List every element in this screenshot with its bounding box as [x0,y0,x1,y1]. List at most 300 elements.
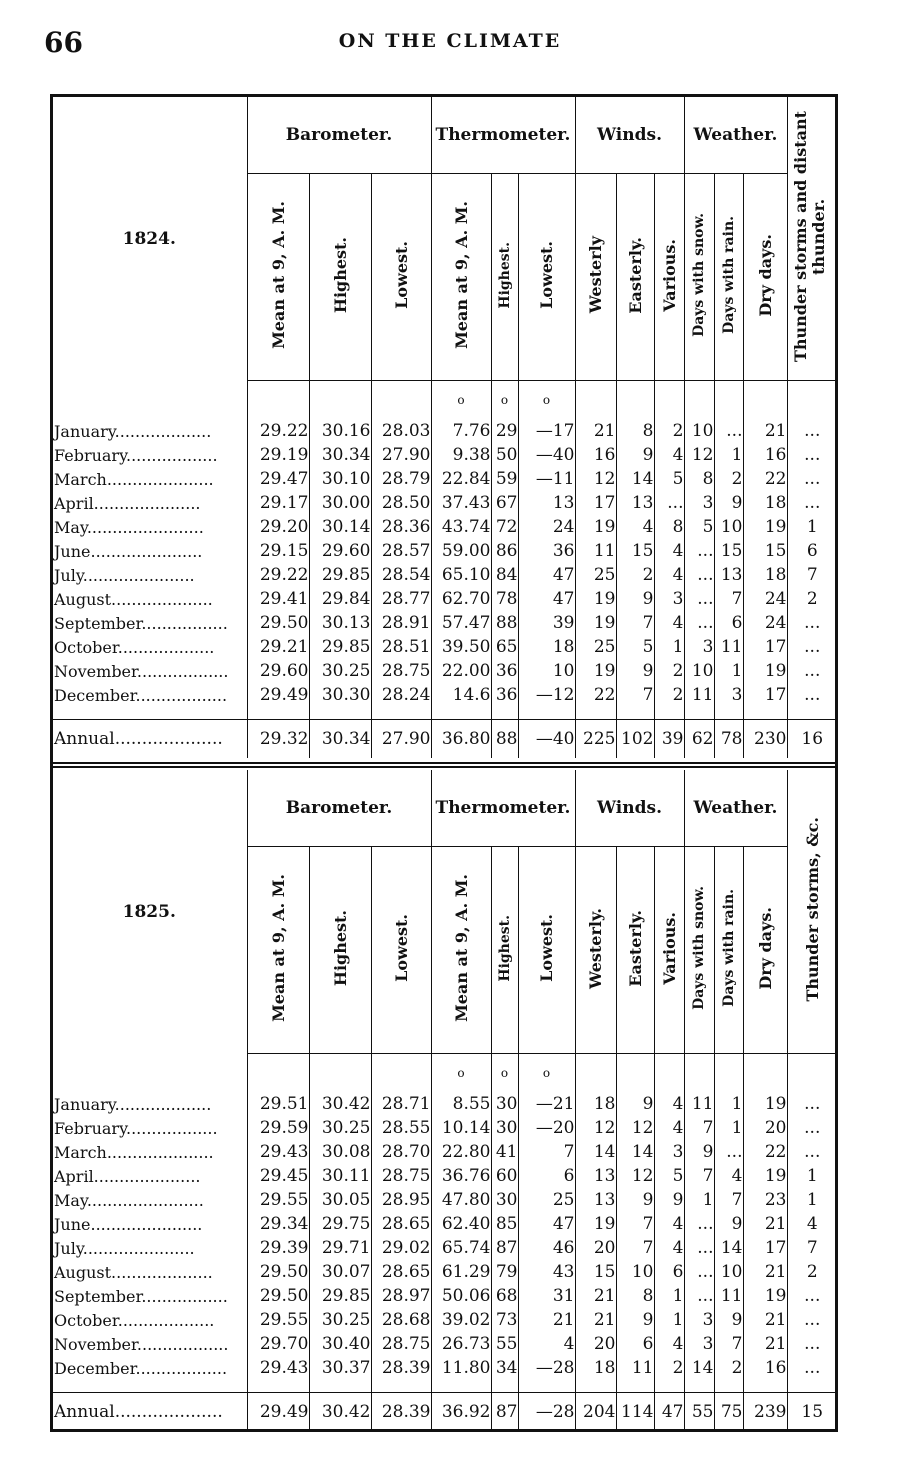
baro-highest-cell: 30.37 [309,1356,371,1380]
dry-days-cell: 16 [743,1356,787,1380]
baro-highest-cell: 30.13 [309,611,371,635]
easterly-cell: 9 [616,587,654,611]
thermo-mean-cell: 65.10 [431,563,491,587]
dry-days-cell: 18 [743,491,787,515]
baro-mean-cell: 29.47 [247,467,309,491]
days-rain-cell: 9 [714,1308,743,1332]
baro-lowest-cell: 28.51 [371,635,431,659]
weather-header: Weather. [684,97,787,174]
various-cell: ... [654,491,684,515]
westerly-cell: 16 [575,443,616,467]
baro-highest-cell: 29.85 [309,563,371,587]
baro-highest-cell: 30.25 [309,1308,371,1332]
annual-thunder-cell: 15 [787,1393,837,1432]
thermo-lowest-cell: 21 [518,1308,575,1332]
thunder-cell: ... [787,683,837,707]
easterly-cell: 9 [616,659,654,683]
various-cell: 2 [654,659,684,683]
annual-baro-highest-cell: 30.42 [309,1393,371,1432]
various-cell: 1 [654,1284,684,1308]
barometer-header: Barometer. [247,97,431,174]
baro-highest-cell: 29.85 [309,1284,371,1308]
table-row [52,419,837,443]
baro-lowest-cell: 28.77 [371,587,431,611]
weather-header: Weather. [684,770,787,847]
baro-highest-cell: 29.85 [309,635,371,659]
westerly-cell: 25 [575,635,616,659]
days-snow-cell: 10 [684,419,714,443]
days-rain-cell: 1 [714,1116,743,1140]
thermo-highest-cell: 50 [491,443,518,467]
thermo-mean-cell: 14.6 [431,683,491,707]
thermo-lowest-cell: 43 [518,1260,575,1284]
thermo-mean-cell: 61.29 [431,1260,491,1284]
thermo-lowest-cell: 47 [518,1212,575,1236]
annual-westerly-cell: 225 [575,720,616,759]
winds-header: Winds. [575,770,684,847]
month-cell: December.................. [54,685,228,705]
days-snow-cell: 14 [684,1356,714,1380]
days-rain-cell: 4 [714,1164,743,1188]
westerly-cell: 21 [575,1308,616,1332]
dry-days-header: Dry days. [743,847,787,1054]
westerly-cell: 12 [575,467,616,491]
baro-highest-cell: 30.00 [309,491,371,515]
thermo-highest-cell: 65 [491,635,518,659]
various-cell: 5 [654,467,684,491]
easterly-cell: 9 [616,1308,654,1332]
thunder-cell: ... [787,1356,837,1380]
month-cell: October................... [54,637,215,657]
westerly-cell: 19 [575,1212,616,1236]
thunder-cell: ... [787,467,837,491]
thunder-cell: 6 [787,539,837,563]
table-row [52,659,837,683]
baro-lowest-cell: 28.75 [371,659,431,683]
month-cell: August.................... [54,1262,213,1282]
annual-row [52,720,837,759]
westerly-cell: 14 [575,1140,616,1164]
easterly-cell: 10 [616,1260,654,1284]
easterly-cell: 6 [616,1332,654,1356]
baro-highest-cell: 29.60 [309,539,371,563]
thunder-cell: ... [787,1308,837,1332]
baro-highest-cell: 29.71 [309,1236,371,1260]
climate-table-1824 [52,97,837,758]
thermometer-header: Thermometer. [431,770,575,847]
baro-lowest-cell: 28.71 [371,1092,431,1116]
table-row [52,1140,837,1164]
thunder-cell: 2 [787,587,837,611]
various-cell: 4 [654,443,684,467]
baro-highest-cell: 30.07 [309,1260,371,1284]
month-cell: April..................... [54,1166,201,1186]
dry-days-cell: 19 [743,515,787,539]
baro-mean-cell: 29.34 [247,1212,309,1236]
days-snow-cell: 7 [684,1116,714,1140]
baro-mean-cell: 29.43 [247,1140,309,1164]
baro-lowest-cell: 28.50 [371,491,431,515]
baro-lowest-cell: 28.95 [371,1188,431,1212]
annual-thermo-lowest-cell: —28 [518,1393,575,1432]
thermo-highest-cell: 72 [491,515,518,539]
baro-lowest-cell: 28.39 [371,1356,431,1380]
section-divider [50,762,838,768]
thermo-lowest-cell: 46 [518,1236,575,1260]
annual-baro-lowest-cell: 27.90 [371,720,431,759]
thermo-mean-cell: 22.00 [431,659,491,683]
easterly-cell: 9 [616,443,654,467]
thunder-cell: ... [787,1092,837,1116]
table-row [52,1212,837,1236]
baro-mean-cell: 29.59 [247,1116,309,1140]
westerly-cell: 18 [575,1356,616,1380]
dry-days-cell: 24 [743,611,787,635]
thermo-lowest-cell: —21 [518,1092,575,1116]
thermo-lowest-cell: 47 [518,563,575,587]
days-rain-cell: 7 [714,1332,743,1356]
days-rain-cell: 10 [714,515,743,539]
thermo-highest-cell: 88 [491,611,518,635]
thermo-lowest-cell: 13 [518,491,575,515]
thunder-cell: 1 [787,515,837,539]
dry-days-cell: 22 [743,1140,787,1164]
month-cell: March..................... [54,1142,214,1162]
winds-easterly-header: Easterly. [616,847,654,1054]
thermo-highest-cell: 87 [491,1236,518,1260]
baro-highest-header: Highest. [309,174,371,381]
baro-highest-cell: 30.30 [309,683,371,707]
winds-various-header: Various. [654,174,684,381]
baro-mean-cell: 29.22 [247,419,309,443]
dry-days-cell: 18 [743,563,787,587]
table-row [52,443,837,467]
days-snow-cell: 11 [684,1092,714,1116]
westerly-cell: 11 [575,539,616,563]
baro-mean-cell: 29.15 [247,539,309,563]
easterly-cell: 14 [616,1140,654,1164]
days-rain-cell: ... [714,1140,743,1164]
climate-table-1825 [52,770,837,1431]
days-rain-cell: 11 [714,1284,743,1308]
days-snow-cell: 7 [684,1164,714,1188]
thunder-cell: ... [787,419,837,443]
degree-mark: o [491,381,518,408]
thermo-highest-cell: 86 [491,539,518,563]
annual-days-snow-cell: 55 [684,1393,714,1432]
thermo-highest-header: Highest. [491,174,518,381]
table-row [52,1356,837,1380]
various-cell: 1 [654,635,684,659]
easterly-cell: 13 [616,491,654,515]
degree-mark: o [431,381,491,408]
dry-days-cell: 21 [743,1212,787,1236]
annual-thermo-highest-cell: 88 [491,720,518,759]
thunder-cell: 7 [787,563,837,587]
baro-highest-cell: 30.42 [309,1092,371,1116]
thunder-cell: ... [787,611,837,635]
dry-days-cell: 23 [743,1188,787,1212]
baro-mean-cell: 29.43 [247,1356,309,1380]
baro-mean-cell: 29.50 [247,1260,309,1284]
days-snow-cell: ... [684,587,714,611]
annual-baro-mean-cell: 29.49 [247,1393,309,1432]
thermo-mean-cell: 39.02 [431,1308,491,1332]
thermo-lowest-cell: 31 [518,1284,575,1308]
thermo-mean-cell: 47.80 [431,1188,491,1212]
days-snow-cell: ... [684,1236,714,1260]
baro-highest-cell: 29.84 [309,587,371,611]
baro-lowest-cell: 28.70 [371,1140,431,1164]
thermo-lowest-cell: —28 [518,1356,575,1380]
baro-lowest-cell: 29.02 [371,1236,431,1260]
days-snow-cell: 11 [684,683,714,707]
westerly-cell: 21 [575,419,616,443]
dry-days-cell: 20 [743,1116,787,1140]
days-snow-cell: ... [684,1212,714,1236]
days-rain-cell: 2 [714,1356,743,1380]
table-row [52,1308,837,1332]
thermo-lowest-cell: —12 [518,683,575,707]
thermo-lowest-cell: 10 [518,659,575,683]
easterly-cell: 2 [616,563,654,587]
various-cell: 4 [654,539,684,563]
month-cell: July...................... [54,1238,195,1258]
baro-mean-cell: 29.20 [247,515,309,539]
dry-days-cell: 19 [743,1164,787,1188]
thermo-lowest-cell: —40 [518,443,575,467]
table-row [52,1164,837,1188]
month-cell: May....................... [54,517,204,537]
dry-days-cell: 19 [743,1092,787,1116]
days-rain-cell: 9 [714,491,743,515]
thermo-lowest-cell: —11 [518,467,575,491]
thermo-lowest-header: Lowest. [518,847,575,1054]
days-rain-cell: ... [714,419,743,443]
thunder-header: Thunder storms and distant thunder. [787,97,837,381]
baro-highest-cell: 30.05 [309,1188,371,1212]
days-snow-cell: ... [684,563,714,587]
westerly-cell: 13 [575,1188,616,1212]
thermo-mean-cell: 22.80 [431,1140,491,1164]
baro-highest-cell: 30.14 [309,515,371,539]
thunder-cell: ... [787,635,837,659]
days-snow-cell: 8 [684,467,714,491]
thunder-cell: 4 [787,1212,837,1236]
baro-lowest-cell: 28.65 [371,1260,431,1284]
annual-days-snow-cell: 62 [684,720,714,759]
various-cell: 4 [654,1212,684,1236]
annual-various-cell: 39 [654,720,684,759]
baro-mean-cell: 29.49 [247,683,309,707]
thunder-header: Thunder storms, &c. [787,770,837,1054]
easterly-cell: 9 [616,1092,654,1116]
thermo-mean-cell: 62.40 [431,1212,491,1236]
thermo-lowest-cell: 6 [518,1164,575,1188]
various-cell: 1 [654,1308,684,1332]
baro-highest-cell: 30.16 [309,419,371,443]
days-rain-cell: 2 [714,467,743,491]
month-cell: September................. [54,1286,228,1306]
thermo-mean-cell: 7.76 [431,419,491,443]
running-head: ON THE CLIMATE [338,30,562,52]
degree-mark: o [431,1054,491,1081]
annual-thermo-highest-cell: 87 [491,1393,518,1432]
thermo-mean-cell: 65.74 [431,1236,491,1260]
thunder-cell: ... [787,1332,837,1356]
year-label: 1824. [122,228,176,249]
thermo-mean-cell: 9.38 [431,443,491,467]
easterly-cell: 7 [616,1212,654,1236]
easterly-cell: 8 [616,419,654,443]
easterly-cell: 12 [616,1116,654,1140]
westerly-cell: 20 [575,1332,616,1356]
easterly-cell: 7 [616,611,654,635]
baro-highest-header: Highest. [309,847,371,1054]
days-rain-cell: 11 [714,635,743,659]
baro-lowest-cell: 28.36 [371,515,431,539]
days-rain-cell: 1 [714,443,743,467]
easterly-cell: 14 [616,467,654,491]
baro-mean-cell: 29.55 [247,1188,309,1212]
baro-mean-cell: 29.50 [247,611,309,635]
thermo-lowest-cell: —20 [518,1116,575,1140]
annual-baro-highest-cell: 30.34 [309,720,371,759]
thermo-lowest-cell: 39 [518,611,575,635]
baro-lowest-cell: 28.75 [371,1164,431,1188]
thermo-highest-cell: 60 [491,1164,518,1188]
degree-mark: o [491,1054,518,1081]
dry-days-cell: 15 [743,539,787,563]
annual-baro-lowest-cell: 28.39 [371,1393,431,1432]
days-rain-cell: 9 [714,1212,743,1236]
dry-days-header: Dry days. [743,174,787,381]
westerly-cell: 22 [575,683,616,707]
easterly-cell: 11 [616,1356,654,1380]
various-cell: 2 [654,683,684,707]
thermo-lowest-cell: 36 [518,539,575,563]
month-cell: September................. [54,613,228,633]
various-cell: 4 [654,563,684,587]
month-cell: February.................. [54,1118,218,1138]
month-cell: February.................. [54,445,218,465]
thermo-highest-cell: 67 [491,491,518,515]
winds-westerly-header: Westerly [575,174,616,381]
table-row [52,491,837,515]
thermo-highest-cell: 68 [491,1284,518,1308]
baro-mean-cell: 29.39 [247,1236,309,1260]
annual-easterly-cell: 102 [616,720,654,759]
month-cell: April..................... [54,493,201,513]
table-row [52,539,837,563]
annual-baro-mean-cell: 29.32 [247,720,309,759]
easterly-cell: 4 [616,515,654,539]
thunder-cell: 1 [787,1164,837,1188]
days-snow-cell: 10 [684,659,714,683]
thermo-lowest-header: Lowest. [518,174,575,381]
thermo-mean-cell: 39.50 [431,635,491,659]
annual-thermo-mean-cell: 36.92 [431,1393,491,1432]
days-rain-cell: 1 [714,659,743,683]
winds-westerly-header: Westerly. [575,847,616,1054]
table-row [52,1332,837,1356]
month-cell: August.................... [54,589,213,609]
month-cell: December.................. [54,1358,228,1378]
thermo-mean-cell: 8.55 [431,1092,491,1116]
various-cell: 9 [654,1188,684,1212]
annual-month-cell: Annual.................... [52,1393,247,1432]
degree-mark: o [518,381,575,408]
month-cell: November.................. [54,661,229,681]
thermo-mean-cell: 26.73 [431,1332,491,1356]
thunder-cell: 1 [787,1188,837,1212]
days-snow-cell: ... [684,539,714,563]
annual-thermo-mean-cell: 36.80 [431,720,491,759]
baro-highest-cell: 30.25 [309,1116,371,1140]
dry-days-cell: 24 [743,587,787,611]
thermo-mean-cell: 37.43 [431,491,491,515]
days-rain-header: Days with rain. [714,174,743,381]
thunder-cell: ... [787,443,837,467]
thermo-highest-cell: 84 [491,563,518,587]
days-rain-cell: 15 [714,539,743,563]
dry-days-cell: 17 [743,1236,787,1260]
month-cell: January................... [54,1094,212,1114]
thermo-mean-cell: 59.00 [431,539,491,563]
baro-lowest-cell: 28.91 [371,611,431,635]
baro-mean-cell: 29.17 [247,491,309,515]
westerly-cell: 20 [575,1236,616,1260]
westerly-cell: 18 [575,1092,616,1116]
dry-days-cell: 16 [743,443,787,467]
page-number: 66 [44,26,83,59]
dry-days-cell: 21 [743,419,787,443]
baro-lowest-cell: 27.90 [371,443,431,467]
easterly-cell: 12 [616,1164,654,1188]
days-snow-cell: 3 [684,635,714,659]
dry-days-cell: 21 [743,1260,787,1284]
days-rain-cell: 7 [714,1188,743,1212]
westerly-cell: 17 [575,491,616,515]
thunder-cell: ... [787,1284,837,1308]
easterly-cell: 7 [616,1236,654,1260]
table-row [52,1092,837,1116]
year-label: 1825. [122,901,176,922]
westerly-cell: 15 [575,1260,616,1284]
thermo-highest-cell: 55 [491,1332,518,1356]
thermo-lowest-cell: 4 [518,1332,575,1356]
baro-lowest-cell: 28.57 [371,539,431,563]
dry-days-cell: 22 [743,467,787,491]
days-snow-cell: 12 [684,443,714,467]
baro-mean-cell: 29.51 [247,1092,309,1116]
days-snow-cell: ... [684,1284,714,1308]
thermo-highest-cell: 30 [491,1116,518,1140]
thunder-cell: 7 [787,1236,837,1260]
thunder-cell: ... [787,659,837,683]
table-row [52,515,837,539]
thunder-cell: ... [787,491,837,515]
baro-mean-cell: 29.19 [247,443,309,467]
baro-mean-cell: 29.21 [247,635,309,659]
thermo-mean-cell: 43.74 [431,515,491,539]
table-row [52,587,837,611]
baro-highest-cell: 30.08 [309,1140,371,1164]
days-rain-cell: 3 [714,683,743,707]
thunder-cell: ... [787,1116,837,1140]
baro-highest-cell: 29.75 [309,1212,371,1236]
various-cell: 5 [654,1164,684,1188]
